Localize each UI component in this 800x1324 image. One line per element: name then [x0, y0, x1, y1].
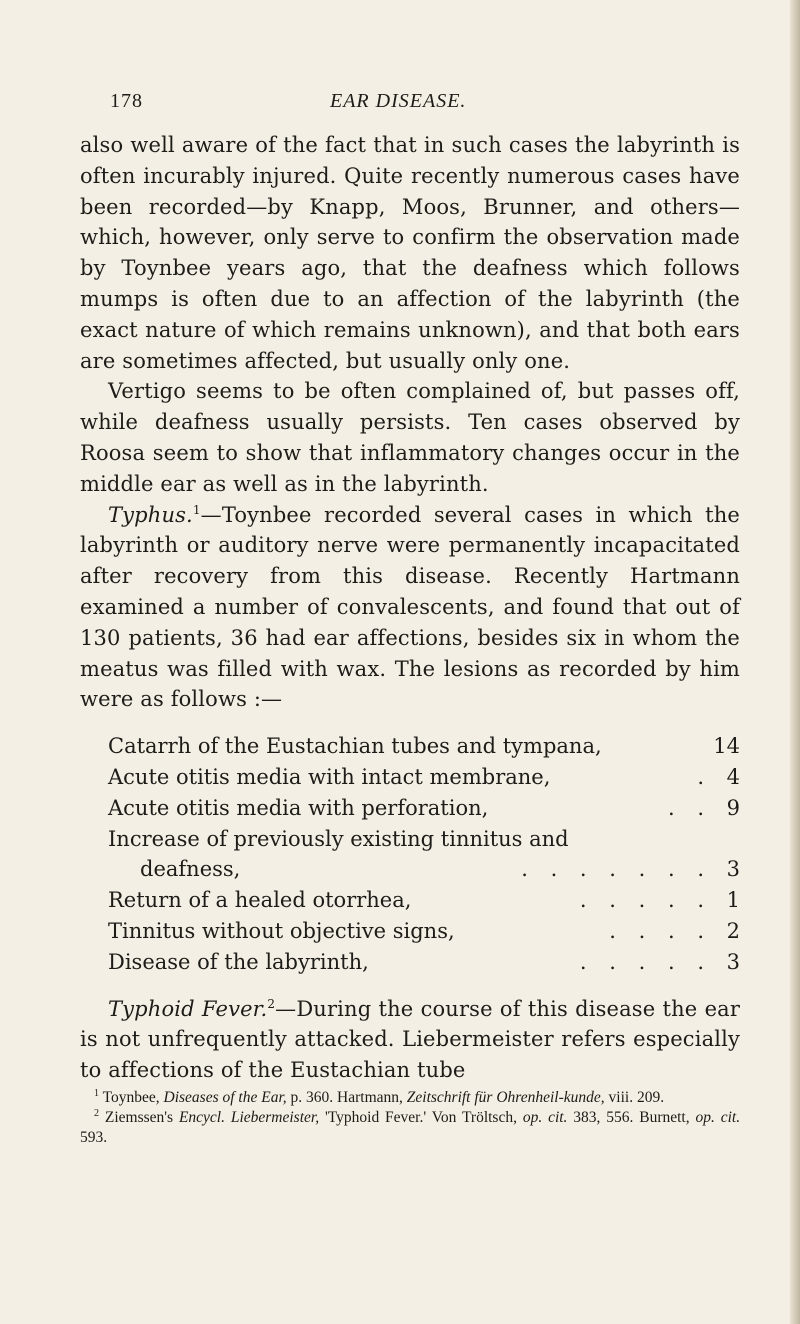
footnote-ref: 'Typhoid Fever.' Von Tröltsch, [324, 1108, 517, 1126]
paragraph-mumps: also well aware of the fact that in such cases the labyrinth is often incurably injured. Quite recently numerous cases have been recorded—by Knapp, Moos, Brunner, and others—which, however, only serve to confirm the observation made by Toynbee years ago, that the deafness which follows mumps is often due to an affection of the labyrinth (the exact nature of which remains unknown), and that both ears are sometimes affected, but usually only one. [80, 133, 740, 373]
body-text-continued [80, 994, 740, 1086]
running-title: EAR DISEASE. [330, 90, 467, 112]
lesion-leader: . . . . . . . [521, 857, 712, 882]
page-edge-shadow [790, 0, 800, 1324]
lesion-list [108, 731, 740, 977]
footnote-journal: Zeitschrift für Ohrenheil-kunde, [406, 1088, 605, 1106]
typhus-text: —Toynbee recorded several cases in which the labyrinth or auditory nerve were permanently incapacitated after recovery from this disease. Recently Hartmann examined a number of convalescents, and found that out of 130 patients, 36 had ear affections, besides six in whom the meatus was filled with wax. The lesions as recorded by him were as follows :— [80, 502, 740, 712]
lesion-count: 3 [726, 857, 740, 882]
lesion-label: Catarrh of the Eustachian tubes and tympana, [108, 734, 602, 759]
typhus-heading: Typhus. [108, 502, 193, 527]
lesion-row [108, 947, 740, 978]
footnotes [80, 1088, 740, 1148]
lesion-label: Acute otitis media with perforation, [108, 795, 489, 820]
lesion-row [108, 824, 740, 855]
typhoid-heading: Typhoid Fever. [108, 996, 268, 1021]
footnote-author: Toynbee, [102, 1088, 160, 1106]
footnote-mid: 383, 556. Burnett, [573, 1108, 690, 1126]
lesion-count: 1 [726, 888, 740, 913]
footnote-mark: 1 [94, 1087, 99, 1099]
footnote-tail: viii. 209. [608, 1088, 665, 1106]
lesion-leader: . [697, 764, 712, 789]
lesion-label: Return of a healed otorrhea, [108, 888, 412, 913]
lesion-leader: . . . . . [579, 888, 712, 913]
lesion-count: 3 [726, 949, 740, 974]
lesion-count: 9 [726, 795, 740, 820]
typhoid-text: —During the course of this disease the ear is not unfrequently attacked. Liebermeister refers especially to affections of the Eustachian tube [80, 996, 741, 1083]
footnote-tail: 593. [80, 1128, 108, 1146]
paragraph-vertigo: Vertigo seems to be often complained of, but passes off, while deafness usually persists. Ten cases observed by Roosa seem to show that inflammatory changes occur in the middle ear as well as in the labyrinth. [80, 379, 740, 496]
footnote-title: Diseases of the Ear, [163, 1088, 287, 1106]
lesion-row [108, 885, 740, 916]
footnote-author: Ziemssen's [104, 1108, 174, 1126]
lesion-row [108, 916, 740, 947]
paragraph-typhus [80, 500, 740, 716]
book-page [80, 90, 740, 1148]
footnote-title: Encycl. Liebermeister, [178, 1108, 320, 1126]
lesion-count: 14 [713, 734, 740, 759]
footnote-cit: op. cit. [695, 1108, 741, 1126]
page-number: 178 [110, 90, 143, 112]
lesion-label: Disease of the labyrinth, [108, 949, 369, 974]
paragraph-typhoid [80, 994, 740, 1086]
lesion-label: Acute otitis media with intact membrane, [108, 764, 551, 789]
footnote-ref-2: 2 [267, 996, 276, 1011]
lesion-label: deafness, [140, 857, 241, 882]
lesion-row [108, 854, 740, 885]
footnote-2 [80, 1108, 740, 1148]
footnote-cit: op. cit. [522, 1108, 568, 1126]
lesion-row [108, 731, 740, 762]
lesion-row [108, 762, 740, 793]
lesion-row [108, 793, 740, 824]
lesion-label: Increase of previously existing tinnitus and [108, 826, 569, 851]
lesion-leader: . . . . [609, 918, 712, 943]
body-text [80, 130, 740, 715]
lesion-count: 4 [726, 764, 740, 789]
lesion-leader: . . . . . [579, 949, 712, 974]
lesion-leader: . . [667, 795, 712, 820]
lesion-count: 2 [726, 918, 740, 943]
footnote-mark: 2 [94, 1107, 99, 1119]
footnote-1 [80, 1088, 740, 1108]
lesion-label: Tinnitus without objective signs, [108, 918, 455, 943]
footnote-ref-1: 1 [192, 502, 201, 517]
running-head [80, 90, 740, 126]
footnote-ref: p. 360. Hartmann, [290, 1088, 403, 1106]
